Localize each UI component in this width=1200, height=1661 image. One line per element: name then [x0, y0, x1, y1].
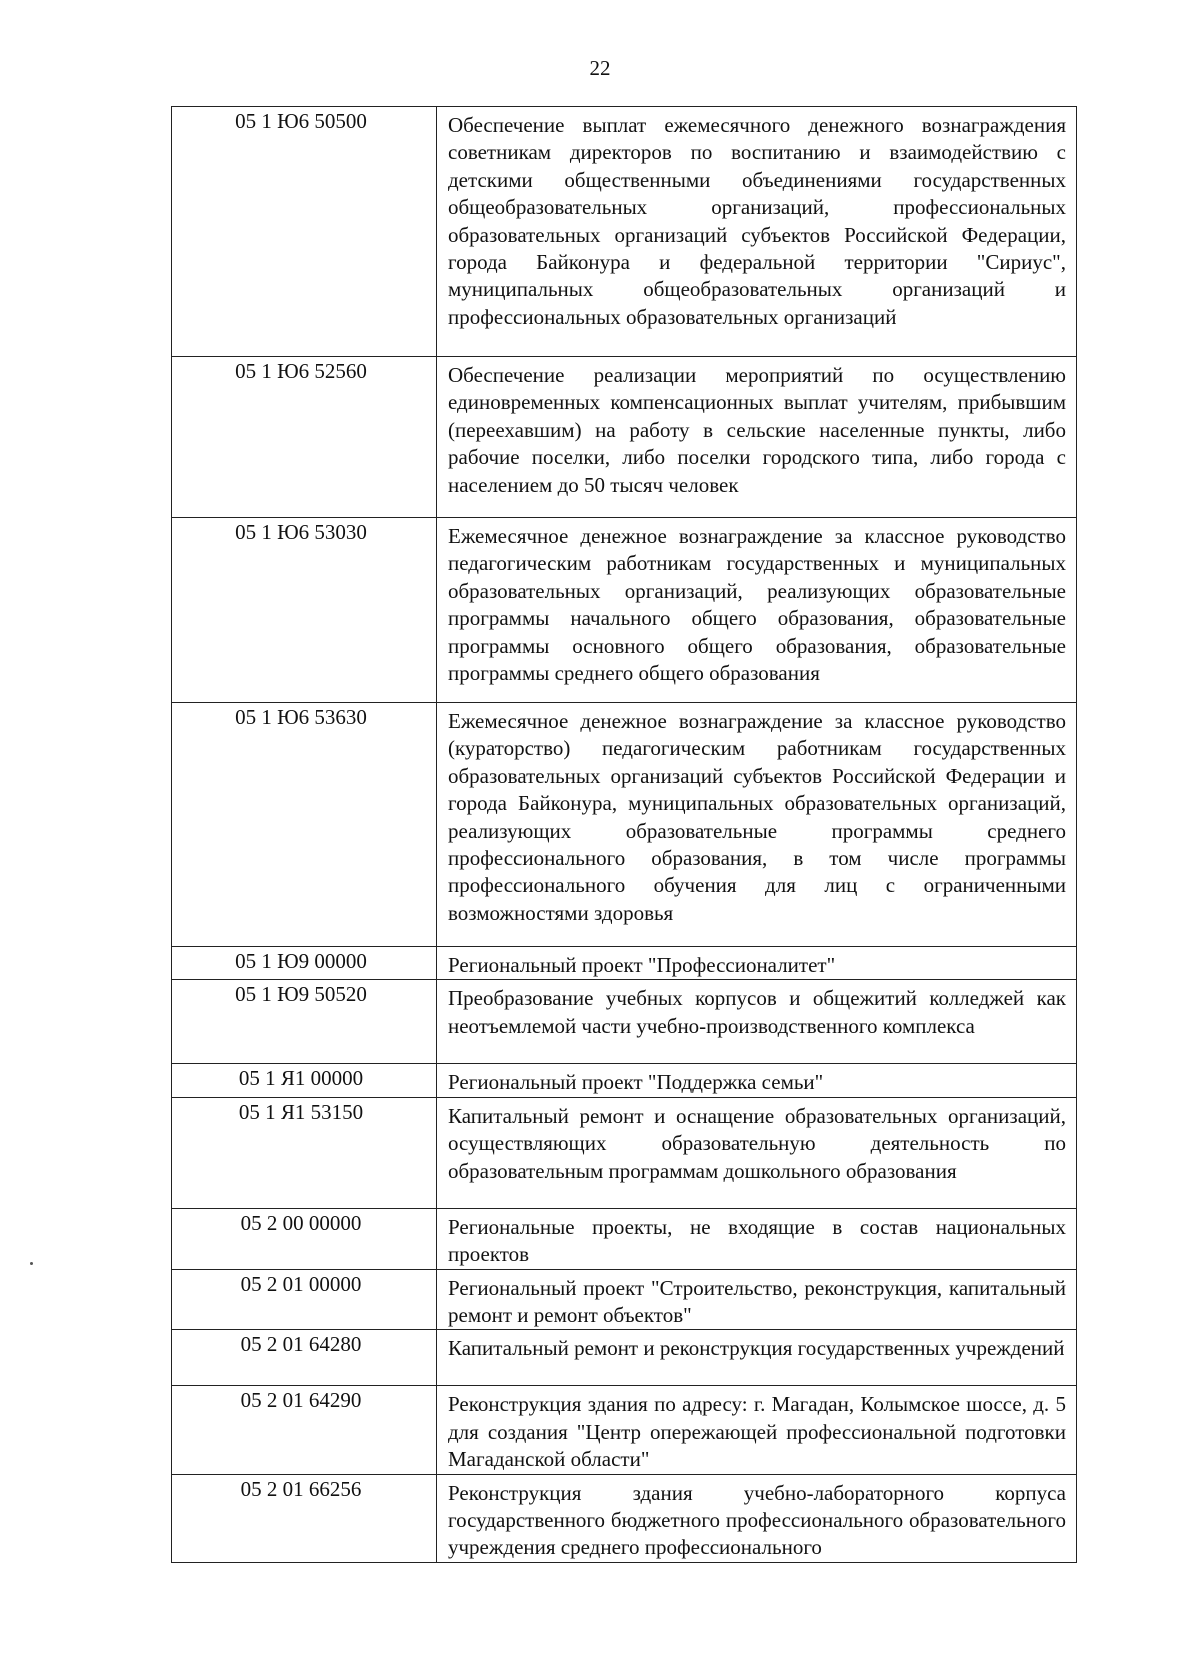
classification-code: 05 2 01 64280 — [172, 1330, 437, 1386]
expense-description: Региональный проект "Строительство, реконструкция, капитальный ремонт и ремонт объектов" — [437, 1269, 1077, 1330]
classification-code: 05 1 Ю6 53030 — [172, 518, 437, 703]
expense-description: Ежемесячное денежное вознаграждение за классное руководство педагогическим работникам государственных и муниципальных образовательных организаций, реализующих образовательные программы начального общего образования, образовательные программы основного общего образования, образовательные программы среднего общего образования — [437, 518, 1077, 703]
expense-description: Региональный проект "Профессионалитет" — [437, 947, 1077, 980]
budget-classification-table — [171, 106, 1077, 1563]
table-row — [172, 518, 1077, 703]
expense-description: Региональные проекты, не входящие в состав национальных проектов — [437, 1208, 1077, 1269]
expense-description: Обеспечение реализации мероприятий по осуществлению единовременных компенсационных выплат учителям, прибывшим (переехавшим) на работу в сельские населенные пункты, либо рабочие поселки, либо поселки городского типа, либо города с населением до 50 тысяч человек — [437, 357, 1077, 518]
table-row — [172, 947, 1077, 980]
table-row — [172, 1474, 1077, 1562]
page-number: 22 — [589, 56, 611, 80]
classification-code: 05 2 01 00000 — [172, 1269, 437, 1330]
table-row — [172, 357, 1077, 518]
classification-code: 05 1 Ю6 53630 — [172, 703, 437, 947]
table-row — [172, 1064, 1077, 1097]
classification-code: 05 2 01 64290 — [172, 1386, 437, 1474]
scan-speck — [30, 1262, 33, 1265]
table-row — [172, 1386, 1077, 1474]
expense-description: Реконструкция здания учебно-лабораторного корпуса государственного бюджетного профессионального образовательного учреждения среднего профессионального — [437, 1474, 1077, 1562]
classification-code: 05 1 Я1 00000 — [172, 1064, 437, 1097]
expense-description: Преобразование учебных корпусов и общежитий колледжей как неотъемлемой части учебно-производственного комплекса — [437, 980, 1077, 1064]
expense-description: Капитальный ремонт и оснащение образовательных организаций, осуществляющих образовательную деятельность по образовательным программам дошкольного образования — [437, 1097, 1077, 1208]
classification-code: 05 1 Я1 53150 — [172, 1097, 437, 1208]
classification-code: 05 2 01 66256 — [172, 1474, 437, 1562]
table-row — [172, 107, 1077, 357]
classification-code: 05 1 Ю6 52560 — [172, 357, 437, 518]
classification-code: 05 1 Ю9 00000 — [172, 947, 437, 980]
table-row — [172, 1097, 1077, 1208]
classification-code: 05 1 Ю9 50520 — [172, 980, 437, 1064]
classification-code: 05 1 Ю6 50500 — [172, 107, 437, 357]
table-row — [172, 980, 1077, 1064]
expense-description: Региональный проект "Поддержка семьи" — [437, 1064, 1077, 1097]
table-row — [172, 1330, 1077, 1386]
expense-description: Ежемесячное денежное вознаграждение за классное руководство (кураторство) педагогическим работникам государственных образовательных организаций субъектов Российской Федерации и города Байконура, муниципальных образовательных организаций, реализующих образовательные программы среднего профессионального образования, в том числе программы профессионального обучения для лиц с ограниченными возможностями здоровья — [437, 703, 1077, 947]
expense-description: Обеспечение выплат ежемесячного денежного вознаграждения советникам директоров по воспитанию и взаимодействию с детскими общественными объединениями государственных общеобразовательных организаций, профессиональных образовательных организаций субъектов Российской Федерации, города Байконура и федеральной территории "Сириус", муниципальных общеобразовательных организаций и профессиональных образовательных организаций — [437, 107, 1077, 357]
classification-code: 05 2 00 00000 — [172, 1208, 437, 1269]
table-row — [172, 1269, 1077, 1330]
table-row — [172, 1208, 1077, 1269]
expense-description: Капитальный ремонт и реконструкция государственных учреждений — [437, 1330, 1077, 1386]
table-row — [172, 703, 1077, 947]
expense-description: Реконструкция здания по адресу: г. Магадан, Колымское шоссе, д. 5 для создания "Центр опережающей профессиональной подготовки Магаданской области" — [437, 1386, 1077, 1474]
